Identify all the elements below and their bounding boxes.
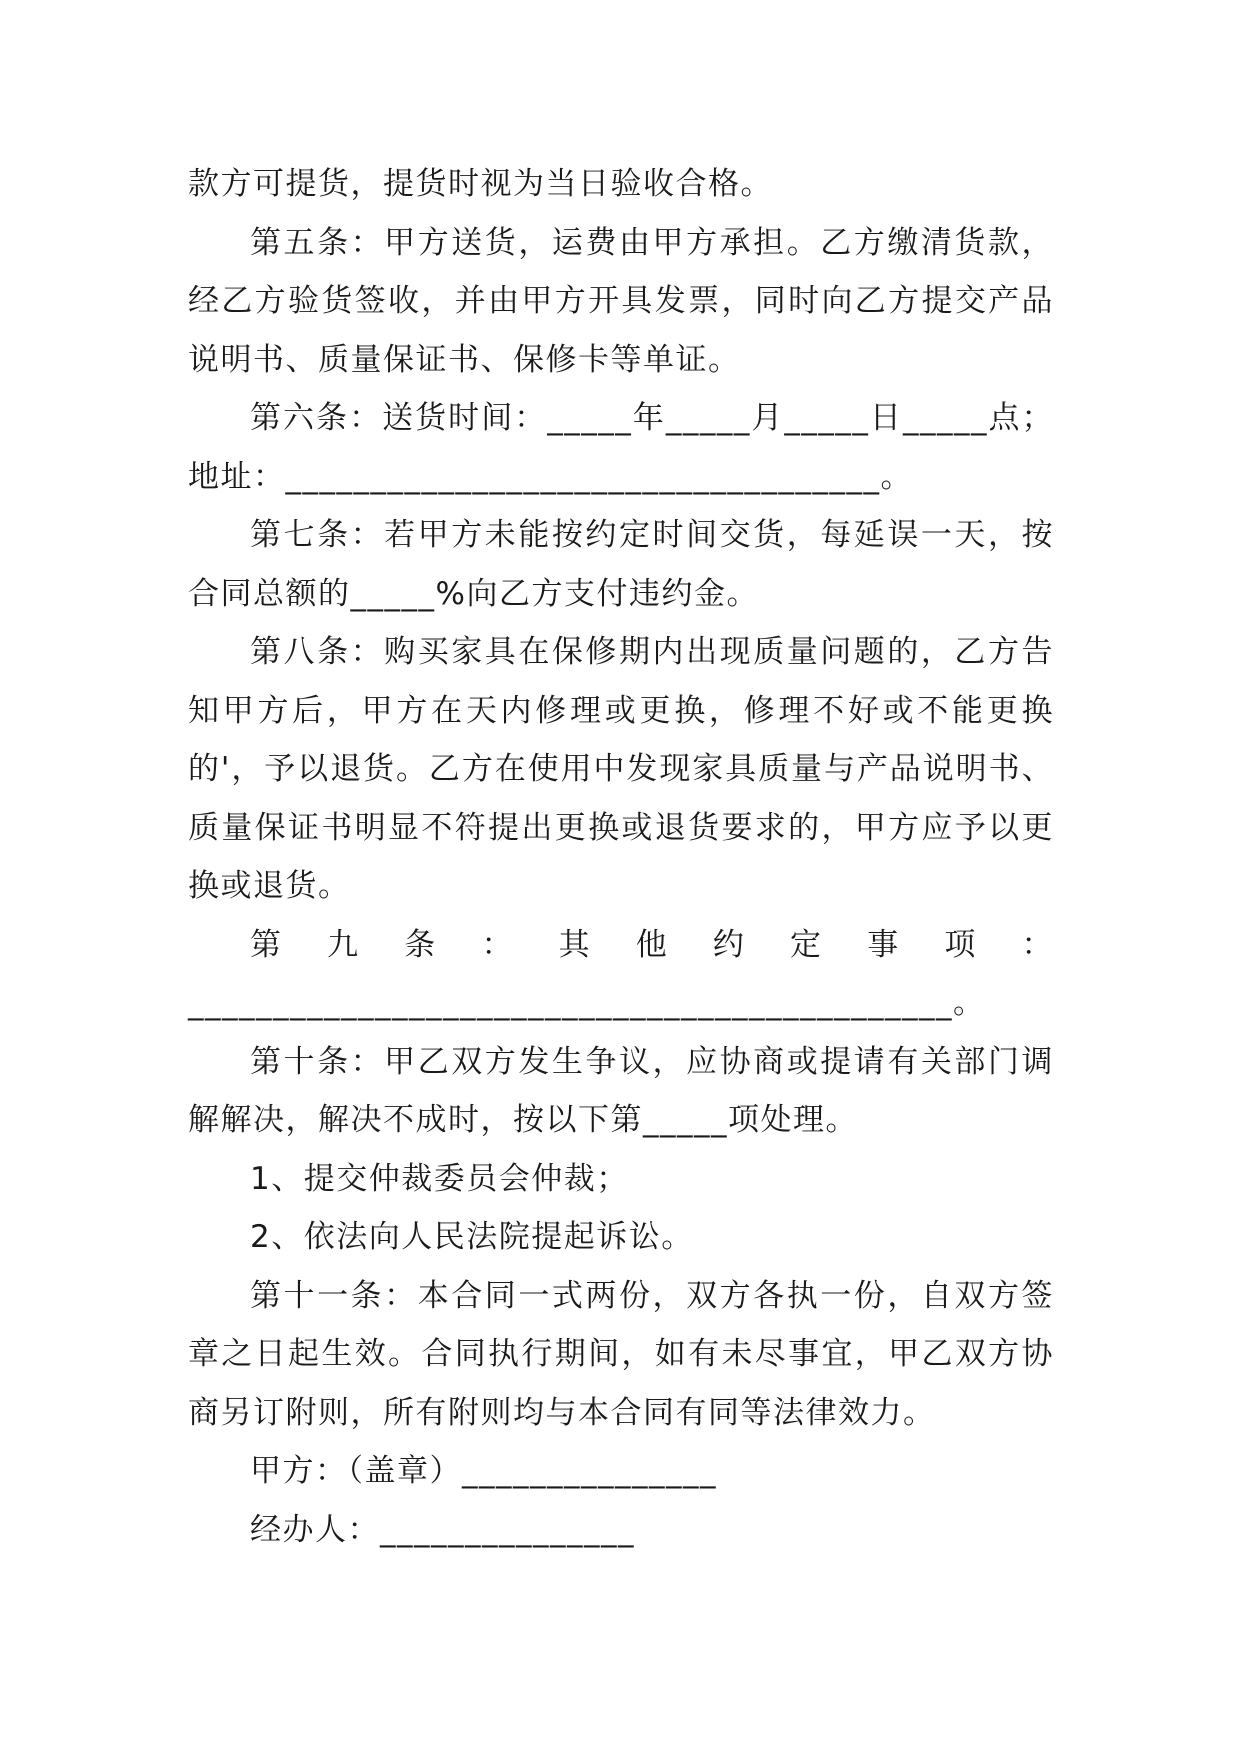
paragraph-option-arbitration: 1、提交仲裁委员会仲裁； [250,1160,629,1197]
paragraph-article-10: 第十条：甲乙双方发生争议，应协商或提请有关部门调解解决，解决不成时，按以下第_____项处理。 [188,1043,1054,1138]
paragraph-article-8: 第八条：购买家具在保修期内出现质量问题的，乙方告知甲方后，甲方在天内修理或更换，修理不好或不能更换的'，予以退货。乙方在使用中发现家具质量与产品说明书、质量保证书明显不符提出更换或退货要求的，甲方应予以更换或退货。 [188,634,1054,904]
paragraph-option-litigation: 2、依法向人民法院提起诉讼。 [250,1219,694,1255]
paragraph-article-6: 第六条：送货时间：_____年_____月_____日_____点；地址：___________________________________。 [188,400,1054,495]
paragraph-article-9-heading: 第九条：其他约定事项： [250,926,1054,963]
paragraph-pickup-clause: 款方可提货，提货时视为当日验收合格。 [188,166,773,202]
paragraph-article-9-blank: _____________________________________________。 [188,985,986,1021]
signature-handler: 经办人：_______________ [250,1511,635,1548]
paragraph-article-11: 第十一条：本合同一式两份，双方各执一份，自双方签章之日起生效。合同执行期间，如有未尽事宜，甲乙双方协商另订附则，所有附则均与本合同有同等法律效力。 [188,1277,1054,1431]
paragraph-article-7: 第七条：若甲方未能按约定时间交货，每延误一天，按合同总额的_____%向乙方支付违约金。 [188,517,1054,612]
signature-party-a: 甲方：（盖章）_______________ [250,1453,717,1489]
document-body [188,155,1054,1559]
paragraph-article-5: 第五条：甲方送货，运费由甲方承担。乙方缴清货款，经乙方验货签收，并由甲方开具发票，同时向乙方提交产品说明书、质量保证书、保修卡等单证。 [188,224,1054,378]
